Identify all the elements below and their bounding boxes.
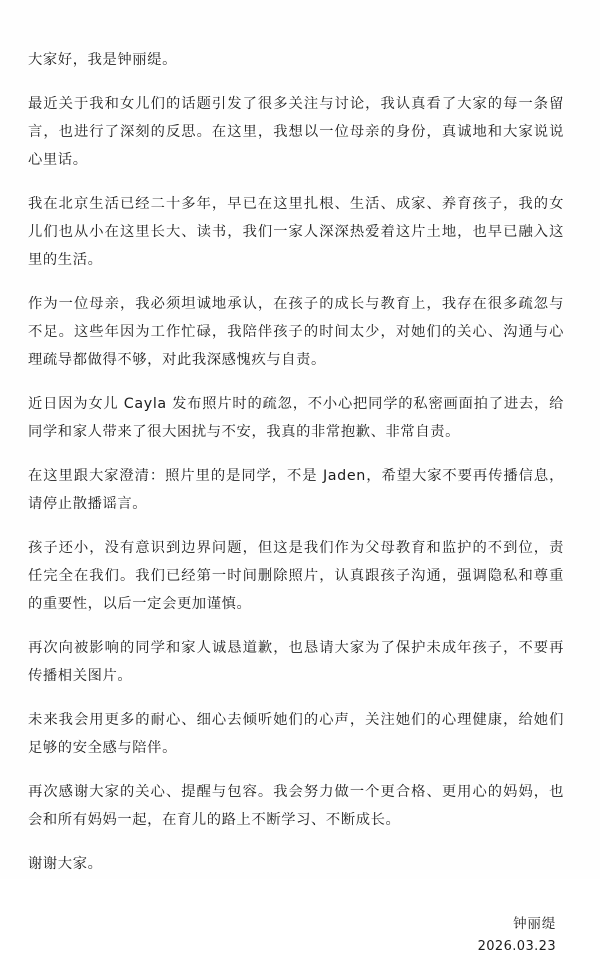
paragraph: 未来我会用更多的耐心、细心去倾听她们的心声，关注她们的心理健康，给她们足够的安全感与陪伴。	[28, 712, 564, 756]
paragraph: 再次向被影响的同学和家人诚恳道歉，也恳请大家为了保护未成年孩子，不要再传播相关图片。	[28, 640, 564, 684]
paragraph: 再次感谢大家的关心、提醒与包容。我会努力做一个更合格、更用心的妈妈，也会和所有妈妈一起，在育儿的路上不断学习、不断成长。	[28, 784, 564, 828]
signature-date: 2026.03.23	[477, 939, 556, 954]
paragraph: 近日因为女儿 Cayla 发布照片时的疏忽，不小心把同学的私密画面拍了进去，给同学和家人带来了很大困扰与不安，我真的非常抱歉、非常自责。	[28, 396, 564, 440]
paragraph: 在这里跟大家澄清：照片里的是同学，不是 Jaden，希望大家不要再传播信息，请停止散播谣言。	[28, 468, 564, 512]
paragraph: 最近关于我和女儿们的话题引发了很多关注与讨论，我认真看了大家的每一条留言，也进行了深刻的反思。在这里，我想以一位母亲的身份，真诚地和大家说说心里话。	[28, 96, 564, 168]
paragraph: 谢谢大家。	[28, 856, 103, 872]
statement-body	[28, 46, 564, 878]
paragraph: 大家好，我是钟丽缇。	[28, 52, 177, 68]
paragraph: 孩子还小，没有意识到边界问题，但这是我们作为父母教育和监护的不到位，责任完全在我们。我们已经第一时间删除照片，认真跟孩子沟通，强调隐私和尊重的重要性，以后一定会更加谨慎。	[28, 540, 564, 612]
paragraph: 我在北京生活已经二十多年，早已在这里扎根、生活、成家、养育孩子，我的女儿们也从小在这里长大、读书，我们一家人深深热爱着这片土地，也早已融入这里的生活。	[28, 196, 564, 268]
signature-name: 钟丽缇	[513, 916, 556, 932]
signature-block	[28, 912, 564, 958]
paragraph: 作为一位母亲，我必须坦诚地承认，在孩子的成长与教育上，我存在很多疏忽与不足。这些年因为工作忙碌，我陪伴孩子的时间太少，对她们的关心、沟通与心理疏导都做得不够，对此我深感愧疚与自责。	[28, 296, 564, 368]
